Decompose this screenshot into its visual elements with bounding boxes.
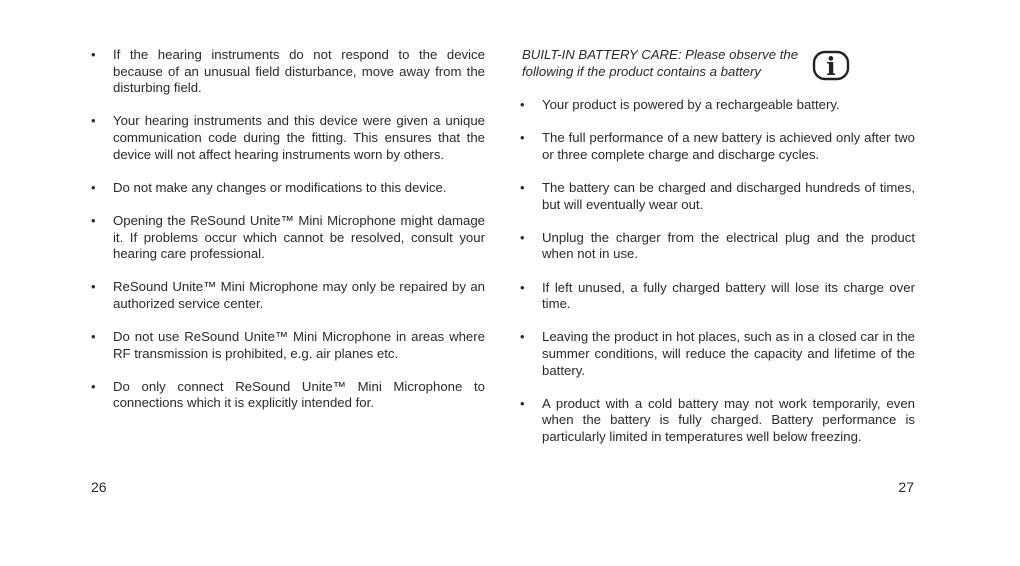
- list-item: • Do not use ReSound Unite™ Mini Microphone in areas where RF transmission is prohibited, e.g. air planes etc.: [91, 329, 485, 362]
- right-page: [510, 0, 1020, 566]
- list-item: • The battery can be charged and discharged hundreds of times, but will eventually wear out.: [520, 180, 915, 213]
- list-item: • If left unused, a fully charged battery will lose its charge over time.: [520, 280, 915, 313]
- info-icon: [812, 48, 852, 82]
- list-item: • Leaving the product in hot places, such as in a closed car in the summer conditions, will reduce the capacity and lifetime of the battery.: [520, 329, 915, 379]
- list-item: • Do not make any changes or modifications to this device.: [91, 180, 485, 197]
- list-item: • If the hearing instruments do not respond to the device because of an unusual field disturbance, move away from the disturbing field.: [91, 47, 485, 97]
- list-item: • Your hearing instruments and this device were given a unique communication code during the fitting. This ensures that the device will not affect hearing instruments worn by others.: [91, 113, 485, 163]
- safety-bullet-list: [91, 47, 485, 412]
- battery-bullet-list: [520, 97, 915, 445]
- page-number-right: 27: [898, 479, 914, 495]
- info-icon-letter: i: [826, 52, 836, 81]
- list-item: • Unplug the charger from the electrical plug and the product when not in use.: [520, 230, 915, 263]
- list-item: • The full performance of a new battery is achieved only after two or three complete charge and discharge cycles.: [520, 130, 915, 163]
- list-item: • Do only connect ReSound Unite™ Mini Microphone to connections which it is explicitly intended for.: [91, 379, 485, 412]
- page-number-left: 26: [91, 479, 107, 495]
- list-item: • A product with a cold battery may not work temporarily, even when the battery is fully charged. Battery performance is particularly limited in temperatures well below freezing.: [520, 396, 915, 446]
- list-item: • ReSound Unite™ Mini Microphone may only be repaired by an authorized service center.: [91, 279, 485, 312]
- list-item: • Opening the ReSound Unite™ Mini Microphone might damage it. If problems occur which cannot be resolved, consult your hearing care professional.: [91, 213, 485, 263]
- list-item: • Your product is powered by a rechargeable battery.: [520, 97, 915, 114]
- battery-care-header: BUILT-IN BATTERY CARE: Please observe the following if the product contains a battery: [522, 47, 799, 79]
